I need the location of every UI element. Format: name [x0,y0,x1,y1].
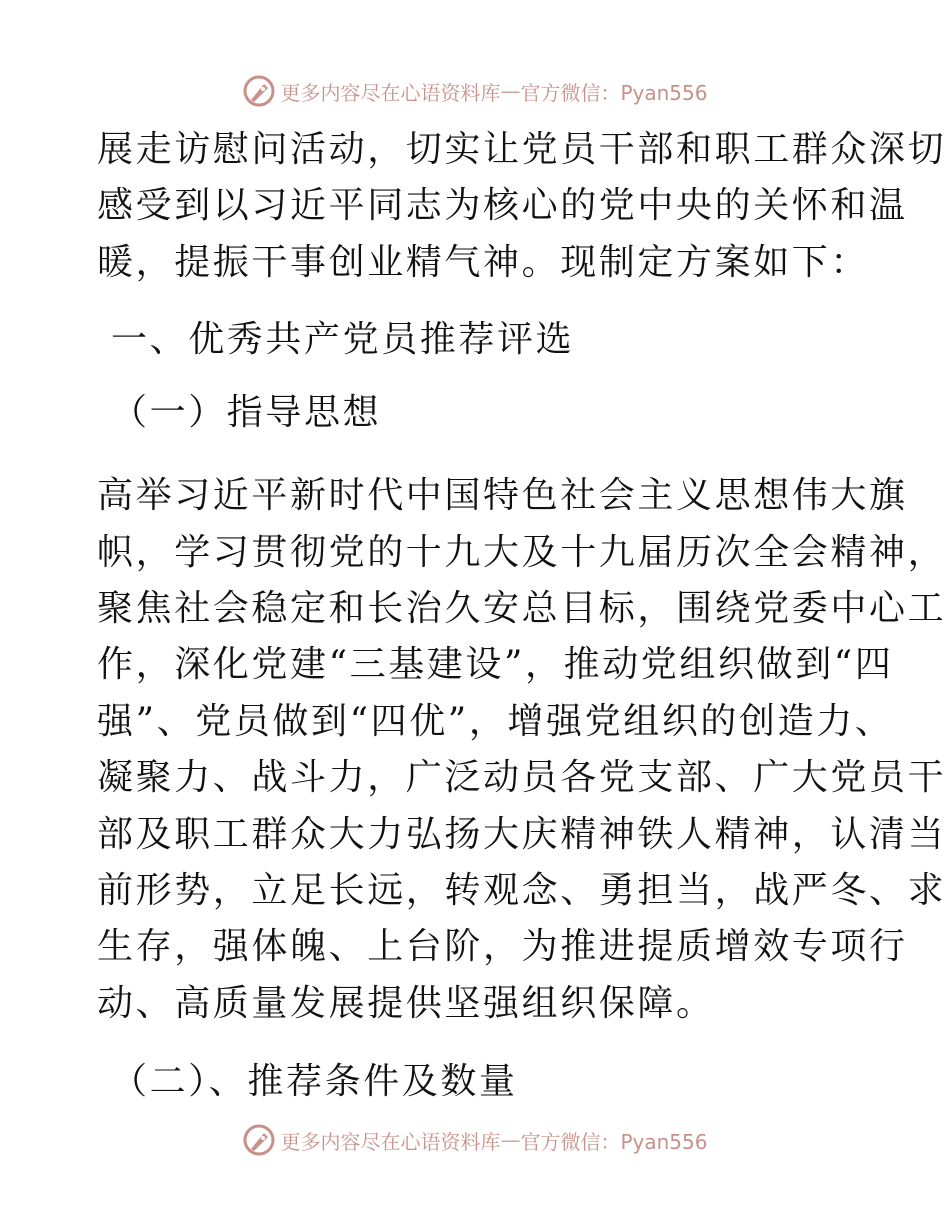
watermark-footer [0,1120,950,1160]
text-line: 生存，强体魄、上台阶，为推进提质增效专项行 [97,926,908,968]
text-line: 动、高质量发展提供坚强组织保障。 [97,982,715,1024]
pen-nib-logo-icon [242,1123,276,1157]
watermark-contact: 官方微信：Pyan556 [520,1129,708,1154]
watermark-contact: 官方微信：Pyan556 [520,80,708,105]
text-line: 凝聚力、战斗力，广泛动员各党支部、广大党员干 [97,757,947,799]
text-line: 部及职工群众大力弘扬大庆精神铁人精神，认清当 [97,813,947,855]
watermark-main-text: 更多内容尽在心语资料库 [280,1129,501,1154]
document-body [97,122,947,1103]
text-line: 感受到以习近平同志为核心的党中央的关怀和温 [97,185,908,227]
watermark-header [0,71,950,111]
watermark-separator: — [500,79,521,103]
pen-nib-logo-icon [242,74,276,108]
text-line: 帜，学习贯彻党的十九大及十九届历次全会精神， [97,531,947,573]
subsection-heading: （二）、推荐条件及数量 [111,1061,518,1103]
text-line: 暖，提振干事创业精气神。现制定方案如下： [97,241,870,283]
text-line: 展走访慰问活动，切实让党员干部和职工群众深切 [97,129,947,170]
text-line: 前形势，立足长远，转观念、勇担当，战严冬、求 [97,870,947,912]
watermark-separator: — [500,1128,521,1152]
text-line: 强”、党员做到“四优”，增强党组织的创造力、 [97,700,894,742]
text-line: 高举习近平新时代中国特色社会主义思想伟大旗 [97,475,908,517]
text-line: 作，深化党建“三基建设”，推动党组织做到“四 [97,644,894,686]
subsection-heading: （一）指导思想 [111,392,382,434]
watermark-main-text: 更多内容尽在心语资料库 [280,80,501,105]
intro-paragraph [97,122,947,291]
section-heading: 一、优秀共产党员推荐评选 [111,319,575,361]
guiding-paragraph [97,468,947,1032]
text-line: 聚焦社会稳定和长治久安总目标，围绕党委中心工 [97,588,947,630]
